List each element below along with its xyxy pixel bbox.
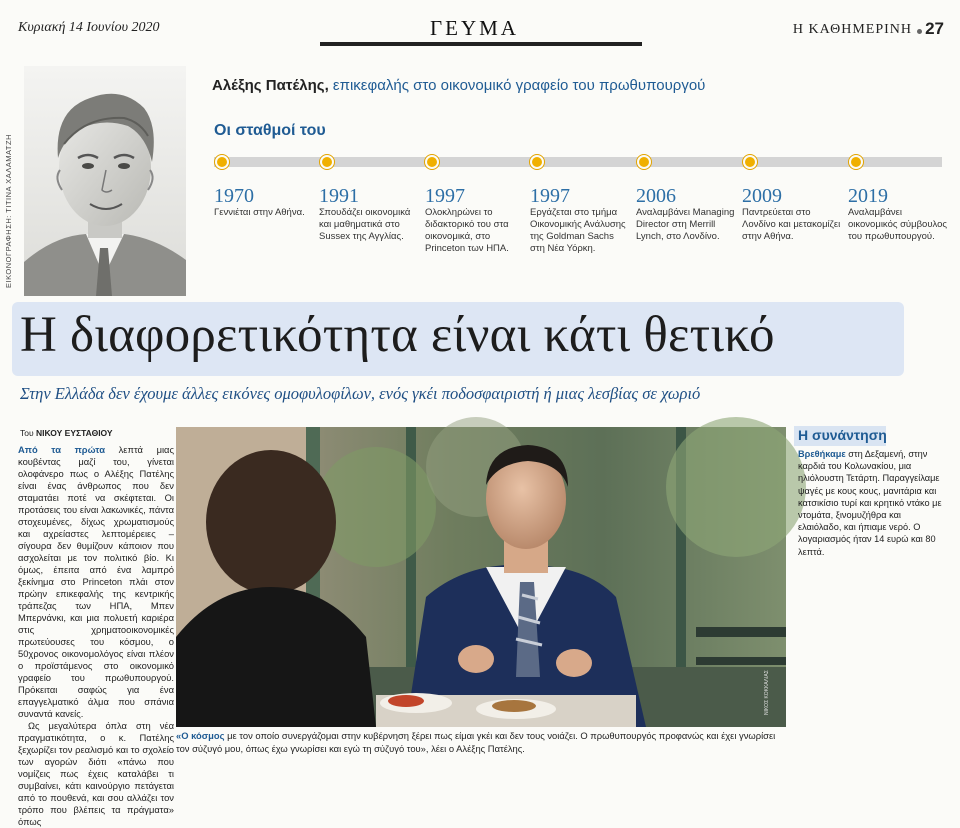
headline: Η διαφορετικότητα είναι κάτι θετικό <box>20 307 775 363</box>
milestones-title: Οι σταθμοί του <box>214 122 326 139</box>
header-separator-dot <box>917 29 922 34</box>
milestone-year: 1970 <box>214 185 254 207</box>
subheadline: Στην Ελλάδα δεν έχουμε άλλες εικόνες ομοφυλοφίλων, ενός γκέι ποδοσφαιριστή ή μιας λεσβίας σε χωριό <box>20 384 701 403</box>
byline-author: ΝΙΚΟΥ ΕΥΣΤΑΘΙΟΥ <box>36 428 113 438</box>
subject-line <box>212 77 705 94</box>
milestone-year: 1997 <box>530 185 570 207</box>
sidebar-body: στη Δεξαμενή, στην καρδιά του Κολωνακίου, μια ηλιόλουστη Τετάρτη. Παραγγείλαμε ψαγές με κους κους, μανιτάρια και κατσικίσιο τυρί και κρητικό ντάκο με ντομάτα, ξινομυζήθρα και ελαιόλαδο, και ήπιαμε νερό. Ο λογαριασμός ήταν 14 ευρώ και 80 λεπτά. <box>798 449 942 557</box>
photo-caption <box>176 730 786 755</box>
illustration-credit <box>4 88 18 288</box>
timeline-dot <box>530 155 544 169</box>
milestone-text: Ολοκληρώνει το διδακτορικό του στα οικονομικά, στο Princeton των ΗΠΑ. <box>425 207 509 254</box>
body-paragraph: Ως μεγαλύτερα όπλα στη νέα πραγματικότητα, ο κ. Πατέλης ξεχωρίζει τον ρεαλισμό και το σχολείο των αγορών διότι «πάνω που νομίζεις πως έχεις καταλάβει τι συμβαίνει, κάτι καινούργιο πετάγεται από το πουθενά, και σου αλλάζει τον τρόπο που βλέπεις τα πράγματα» όπως <box>18 720 174 827</box>
section-title: ΓΕΥΜΑ <box>430 16 519 40</box>
milestone-text: Αναλαμβάνει οικονομικός σύμβουλος του πρωθυπουργού. <box>848 207 948 242</box>
sidebar-title: Η συνάντηση <box>798 427 887 443</box>
milestone-text: Εργάζεται στο τμήμα Οικονομικής Ανάλυσης της Goldman Sachs στη Νέα Υόρκη. <box>530 207 626 254</box>
newspaper-name: Η ΚΑΘΗΜΕΡΙΝΗ <box>792 22 912 37</box>
sidebar-lead-in: Βρεθήκαμε <box>798 449 846 459</box>
milestone-text: Αναλαμβάνει Managing Director στη Merrill Lynch, στο Λονδίνο. <box>636 207 735 242</box>
byline-prefix: Του <box>20 428 34 438</box>
portrait-illustration <box>24 66 186 296</box>
timeline-dot <box>849 155 863 169</box>
timeline-dot <box>637 155 651 169</box>
interview-photo <box>176 427 786 727</box>
milestone-year: 1991 <box>319 185 359 207</box>
body-lead-in: Από τα πρώτα <box>18 444 105 455</box>
caption-text: με τον οποίο συνεργάζομαι στην κυβέρνηση ξέρει πως είμαι γκέι και δεν τους νοιάζει. Ο πρωθυπουργός προφανώς και έχει γνωρίσει τον σύζυγό μου, όπως έχω γνωρίσει και εγώ τη σύζυγό του», λέει ο Αλέξης Πατέλης. <box>176 730 776 754</box>
timeline-dot <box>425 155 439 169</box>
timeline-dot <box>215 155 229 169</box>
milestone-text: Παντρεύεται στο Λονδίνο και μετακομίζει στην Αθήνα. <box>742 207 841 242</box>
page-number: 27 <box>925 19 944 38</box>
milestone-year: 1997 <box>425 185 465 207</box>
milestone-year: 2019 <box>848 185 888 207</box>
subject-name: Αλέξης Πατέλης, <box>212 77 329 94</box>
body-paragraph-text: λεπτά μιας κουβέντας μαζί του, γίνεται ολοφάνερο πως ο Αλέξης Πατέλης είναι ένας άνθρωπος που δεν σταματάει ποτέ να σκέφτεται. Οι προτάσεις του είναι λακωνικές, πάντα στοχευμένες, δίχως χρωματισμούς και αχρείαστες λεπτομέρειες – σίγουρα δεν θυμίζουν κάποιον που ασχολείται με τον πολιτικό βίο. Κι όμως, έπειτα από ένα λαμπρό ξεκίνημα στο Princeton πλάι στον πρώην επικεφαλής της κεντρικής τράπεζας των ΗΠΑ, Μπεν Μπερνάνκι, και μια πολυετή καριέρα στις χρηματοοικονομικές πρωτεύουσες του κόσμου, ο 50χρονος οικονομολόγος είναι πλέον ο προϊστάμενος στο οικονομικό γραφείο του πρωθυπουργού. Πρόκειται σαφώς για ένα επαγγελματικό άλμα που σπάνια συναντά κανείς. <box>18 444 174 719</box>
byline <box>20 428 113 438</box>
photo-credit-text: ΝΙΚΟΣ ΚΟΚΚΑΛΙΑΣ <box>764 670 770 715</box>
caption-lead-in: «Ο κόσμος <box>176 730 225 741</box>
article-body <box>18 444 174 827</box>
issue-date: Κυριακή 14 Ιουνίου 2020 <box>18 20 160 35</box>
milestone-year: 2009 <box>742 185 782 207</box>
milestone-text: Σπουδάζει οικονομικά και μαθηματικά στο Sussex της Αγγλίας. <box>319 207 411 242</box>
sidebar-text <box>798 448 946 558</box>
photo-credit <box>764 655 774 715</box>
milestone-text: Γεννιέται στην Αθήνα. <box>214 207 305 218</box>
milestone-year: 2006 <box>636 185 676 207</box>
timeline-dot <box>743 155 757 169</box>
body-paragraph <box>18 444 174 720</box>
subject-role: επικεφαλής στο οικονομικό γραφείο του πρωθυπουργού <box>332 77 706 94</box>
illustration-credit-text: ΕΙΚΟΝΟΓΡΑΦΗΣΗ: ΤΙΤΙΝΑ ΧΑΛΑΜΑΤΖΗ <box>4 134 13 288</box>
section-rule <box>320 42 642 46</box>
timeline-dot <box>320 155 334 169</box>
